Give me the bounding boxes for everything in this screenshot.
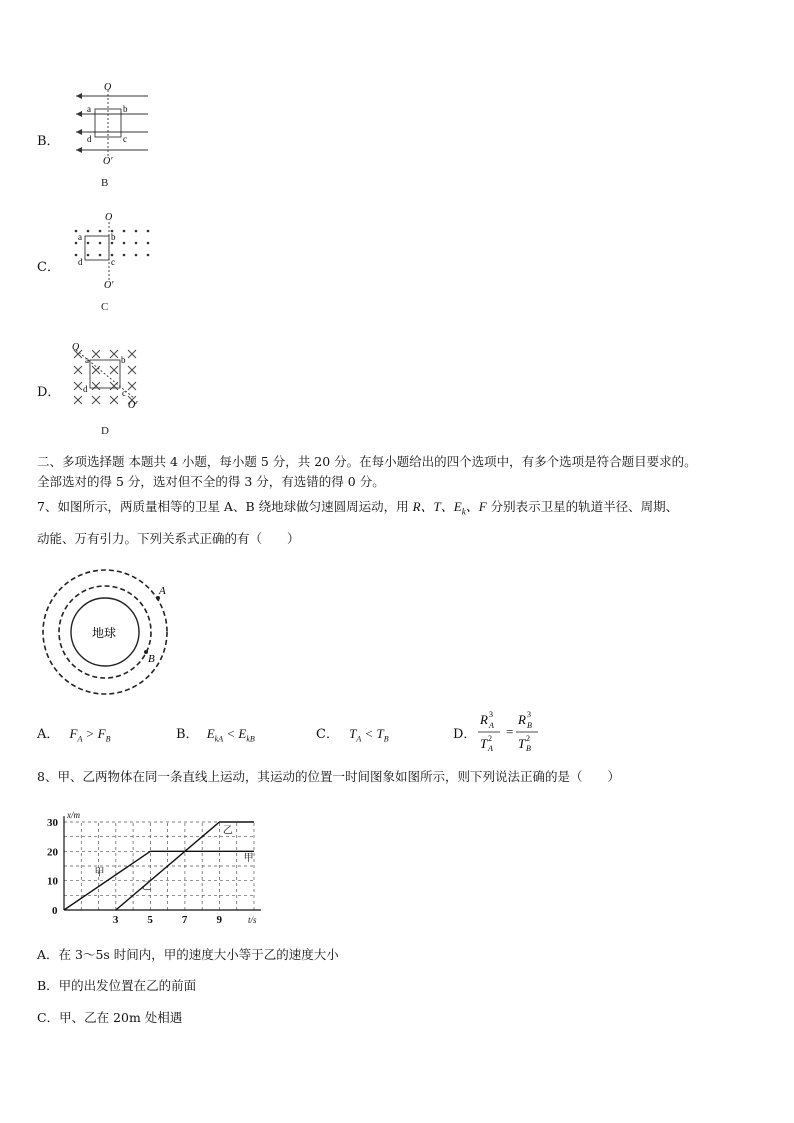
svg-text:B: B (526, 744, 531, 753)
label-o-prime: O′ (128, 400, 138, 411)
q7-line1 (37, 498, 678, 521)
option-b-letter: B． (37, 134, 60, 149)
q7-line1-sub: k (461, 506, 466, 517)
option-d-letter: D． (37, 385, 61, 400)
q7-option-a-letter: A． (37, 727, 60, 742)
label-c: c (123, 134, 127, 144)
q7-line1-post: 分别表示卫星的轨道半径、周期、 (486, 499, 679, 514)
label-a: a (85, 355, 89, 365)
option-b-figure (66, 80, 156, 165)
label-o: O (105, 212, 113, 223)
y-tick-label: 0 (52, 905, 58, 917)
q8-option-a: A．在 3～5s 时间内，甲的速度大小等于乙的速度大小 (37, 947, 339, 962)
q8-option-c: C．甲、乙在 20m 处相遇 (37, 1010, 183, 1025)
q7-line1-vars: R、T、E (412, 499, 462, 514)
q7-option-b-letter: B． (176, 727, 199, 742)
q7-option-b: B． $E_{kA} < E_{kB}$ (176, 726, 255, 744)
x-axis-label: t/s (248, 915, 257, 925)
q7-line2: 动能、万有引力。下列关系式正确的有（ ） (37, 531, 300, 546)
svg-text:3: 3 (489, 710, 493, 719)
label-o-prime: O′ (103, 156, 113, 165)
q7-option-c-letter: C． (316, 727, 339, 742)
svg-text:=: = (506, 724, 514, 739)
label-c: c (111, 257, 115, 267)
series-label-yi-end: 乙 (222, 825, 233, 837)
svg-text:R: R (480, 712, 488, 727)
label-b: b (111, 232, 116, 242)
q7-orbit-figure (40, 566, 175, 701)
label-b: b (121, 355, 126, 365)
q8-chart (40, 808, 268, 934)
x-tick-label: 7 (181, 914, 188, 926)
series-label-jia-end: 甲 (243, 853, 254, 865)
x-tick-label: 5 (147, 914, 153, 926)
option-c-caption: C (101, 301, 109, 313)
option-d-caption: D (101, 425, 109, 437)
y-tick-label: 30 (47, 817, 58, 829)
label-d: d (78, 257, 83, 267)
label-b: B (148, 653, 155, 665)
y-tick-label: 20 (47, 846, 58, 859)
q8-option-b: B．甲的出发位置在乙的前面 (37, 978, 197, 993)
series-line-甲 (64, 851, 254, 910)
y-tick-label: 10 (47, 875, 58, 888)
label-c: c (122, 388, 126, 398)
q7-line1-pre: 7、如图所示，两质量相等的卫星 A、B 绕地球做匀速圆周运动，用 (37, 499, 413, 514)
x-tick-label: 3 (112, 914, 119, 926)
q7-option-d-letter: D． (453, 727, 477, 742)
q7-option-d-formula (476, 706, 548, 754)
label-a: a (87, 104, 91, 114)
svg-text:3: 3 (527, 710, 531, 719)
svg-text:B: B (527, 721, 532, 730)
label-o: O (72, 342, 80, 353)
earth-label: 地球 (92, 626, 117, 640)
option-c-figure (66, 208, 156, 293)
label-a: A (159, 585, 166, 597)
x-tick-label: 9 (216, 914, 222, 926)
section2-line1: 二、多项选择题 本题共 4 小题，每小题 5 分，共 20 分。在每小题给出的四个选项中，有多个选项是符合题目要求的。 (37, 454, 697, 469)
option-b-caption: B (101, 177, 109, 189)
svg-text:A: A (489, 721, 494, 730)
svg-text:2: 2 (526, 734, 530, 743)
label-o-prime: O′ (104, 280, 114, 291)
y-axis-label: x/m (67, 810, 80, 820)
q7-option-a: A． $F_A > F_B$ (37, 726, 111, 744)
svg-text:T: T (518, 736, 526, 751)
section2-line2: 全部选对的得 5 分，选对但不全的得 3 分，有选错的得 0 分。 (37, 474, 385, 489)
svg-text:2: 2 (488, 734, 492, 743)
svg-text:A: A (488, 744, 493, 753)
label-d: d (83, 384, 88, 394)
q7-line1-mid: 、F (465, 499, 487, 514)
label-a: a (78, 232, 82, 242)
q8-stem: 8、甲、乙两物体在同一条直线上运动，其运动的位置一时间图象如图所示，则下列说法正确的是（ ） (37, 769, 620, 784)
series-label-yi: 乙 (141, 881, 152, 893)
option-d-figure (66, 338, 156, 416)
option-c-letter: C． (37, 260, 60, 275)
label-b: b (123, 104, 128, 114)
q7-option-c: C． $T_A < T_B$ (316, 726, 389, 744)
label-d: d (87, 134, 92, 144)
svg-text:T: T (480, 736, 488, 751)
series-label-jia: 甲 (94, 867, 105, 879)
label-o: O (104, 82, 112, 93)
svg-text:R: R (518, 712, 526, 727)
